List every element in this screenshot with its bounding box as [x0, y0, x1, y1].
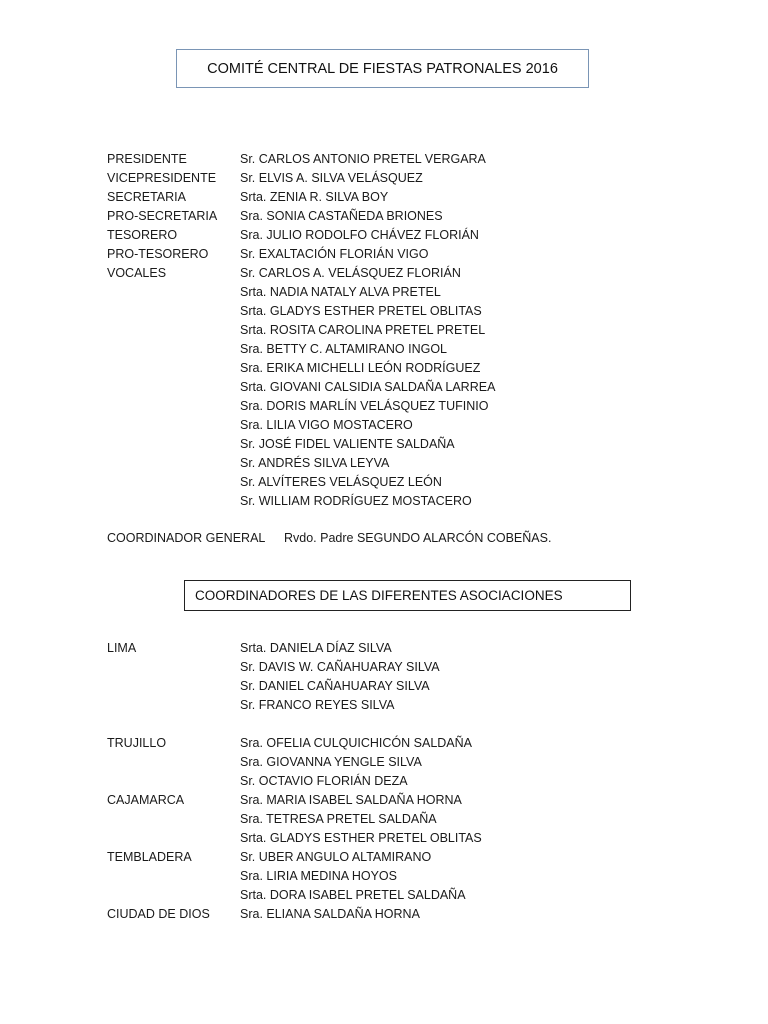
- committee-row: [107, 245, 707, 264]
- association-place: LIMA: [107, 641, 137, 655]
- member-name: Sr. FRANCO REYES SILVA: [240, 698, 395, 712]
- general-coordinator: [107, 529, 551, 548]
- committee-role: [107, 340, 240, 359]
- association-row: [107, 658, 707, 677]
- association-row: [107, 867, 707, 886]
- association-row: [107, 677, 707, 696]
- association-row: [107, 639, 707, 658]
- association-place: [107, 658, 240, 677]
- committee-role: VOCALES: [107, 266, 167, 280]
- association-place: [107, 810, 240, 829]
- association-row: [107, 696, 707, 715]
- association-place: TRUJILLO: [107, 736, 167, 750]
- committee-row: [107, 378, 707, 397]
- member-name: Sr. ELVIS A. SILVA VELÁSQUEZ: [240, 171, 423, 185]
- committee-role: [107, 359, 240, 378]
- committee-role: TESORERO: [107, 228, 178, 242]
- committee-row: [107, 359, 707, 378]
- committee-row: [107, 473, 707, 492]
- member-name: Sra. ERIKA MICHELLI LEÓN RODRÍGUEZ: [240, 361, 481, 375]
- committee-row: [107, 150, 707, 169]
- member-name: Sra. BETTY C. ALTAMIRANO INGOL: [240, 342, 447, 356]
- committee-list: [107, 150, 707, 511]
- member-name: Sr. DANIEL CAÑAHUARAY SILVA: [240, 679, 430, 693]
- member-name: Sr. ANDRÉS SILVA LEYVA: [240, 456, 390, 470]
- association-place: [107, 677, 240, 696]
- member-name: Srta. GLADYS ESTHER PRETEL OBLITAS: [240, 304, 482, 318]
- member-name: Sra. OFELIA CULQUICHICÓN SALDAÑA: [240, 736, 473, 750]
- associations-title: COORDINADORES DE LAS DIFERENTES ASOCIACIONES: [184, 580, 631, 611]
- association-row: [107, 791, 707, 810]
- association-place: CIUDAD DE DIOS: [107, 907, 210, 921]
- associations-list: [107, 639, 707, 924]
- member-name: Srta. GLADYS ESTHER PRETEL OBLITAS: [240, 831, 482, 845]
- committee-role: [107, 492, 240, 511]
- association-row: [107, 772, 707, 791]
- page-title: COMITÉ CENTRAL DE FIESTAS PATRONALES 2016: [176, 49, 589, 88]
- association-row: [107, 734, 707, 753]
- committee-row: [107, 188, 707, 207]
- member-name: Sra. ELIANA SALDAÑA HORNA: [240, 907, 420, 921]
- member-name: Sr. WILLIAM RODRÍGUEZ MOSTACERO: [240, 494, 472, 508]
- association-place: [107, 772, 240, 791]
- association-row: [107, 886, 707, 905]
- member-name: Sr. CARLOS ANTONIO PRETEL VERGARA: [240, 152, 486, 166]
- committee-role: PRO-SECRETARIA: [107, 209, 218, 223]
- committee-row: [107, 283, 707, 302]
- member-name: Sr. OCTAVIO FLORIÁN DEZA: [240, 774, 408, 788]
- committee-role: [107, 378, 240, 397]
- member-name: Sra. DORIS MARLÍN VELÁSQUEZ TUFINIO: [240, 399, 489, 413]
- association-place: CAJAMARCA: [107, 793, 185, 807]
- committee-role: PRO-TESORERO: [107, 247, 209, 261]
- member-name: Sr. UBER ANGULO ALTAMIRANO: [240, 850, 432, 864]
- member-name: Sra. SONIA CASTAÑEDA BRIONES: [240, 209, 443, 223]
- association-place: [107, 886, 240, 905]
- member-name: Sra. LIRIA MEDINA HOYOS: [240, 869, 397, 883]
- committee-row: [107, 435, 707, 454]
- committee-role: [107, 454, 240, 473]
- committee-row: [107, 264, 707, 283]
- member-name: Sra. TETRESA PRETEL SALDAÑA: [240, 812, 437, 826]
- member-name: Sra. MARIA ISABEL SALDAÑA HORNA: [240, 793, 462, 807]
- committee-role: [107, 435, 240, 454]
- member-name: Srta. DORA ISABEL PRETEL SALDAÑA: [240, 888, 466, 902]
- committee-row: [107, 340, 707, 359]
- committee-role: [107, 283, 240, 302]
- member-name: Sr. DAVIS W. CAÑAHUARAY SILVA: [240, 660, 440, 674]
- member-name: Sra. LILIA VIGO MOSTACERO: [240, 418, 413, 432]
- committee-row: [107, 397, 707, 416]
- committee-row: [107, 492, 707, 511]
- committee-row: [107, 207, 707, 226]
- member-name: Sra. GIOVANNA YENGLE SILVA: [240, 755, 422, 769]
- association-place: [107, 867, 240, 886]
- committee-row: [107, 169, 707, 188]
- member-name: Srta. GIOVANI CALSIDIA SALDAÑA LARREA: [240, 380, 496, 394]
- member-name: Sra. JULIO RODOLFO CHÁVEZ FLORIÁN: [240, 228, 479, 242]
- association-row: [107, 905, 707, 924]
- committee-role: [107, 321, 240, 340]
- association-place: [107, 696, 240, 715]
- member-name: Sr. CARLOS A. VELÁSQUEZ FLORIÁN: [240, 266, 461, 280]
- member-name: Sr. ALVÍTERES VELÁSQUEZ LEÓN: [240, 475, 442, 489]
- committee-row: [107, 226, 707, 245]
- association-row: [107, 753, 707, 772]
- committee-row: [107, 302, 707, 321]
- association-place: [107, 829, 240, 848]
- committee-role: [107, 416, 240, 435]
- association-row: [107, 810, 707, 829]
- committee-role: SECRETARIA: [107, 190, 186, 204]
- association-place: TEMBLADERA: [107, 850, 192, 864]
- association-place: [107, 753, 240, 772]
- member-name: Srta. ROSITA CAROLINA PRETEL PRETEL: [240, 323, 486, 337]
- general-coordinator-label: COORDINADOR GENERAL: [107, 531, 266, 545]
- member-name: Sr. JOSÉ FIDEL VALIENTE SALDAÑA: [240, 437, 455, 451]
- committee-row: [107, 321, 707, 340]
- committee-role: [107, 397, 240, 416]
- member-name: Srta. NADIA NATALY ALVA PRETEL: [240, 285, 441, 299]
- association-row: [107, 829, 707, 848]
- association-row: [107, 848, 707, 867]
- committee-role: PRESIDENTE: [107, 152, 187, 166]
- committee-row: [107, 454, 707, 473]
- committee-row: [107, 416, 707, 435]
- committee-role: [107, 473, 240, 492]
- member-name: Sr. EXALTACIÓN FLORIÁN VIGO: [240, 247, 429, 261]
- general-coordinator-name: Rvdo. Padre SEGUNDO ALARCÓN COBEÑAS.: [284, 531, 552, 545]
- member-name: Srta. DANIELA DÍAZ SILVA: [240, 641, 392, 655]
- committee-role: [107, 302, 240, 321]
- member-name: Srta. ZENIA R. SILVA BOY: [240, 190, 389, 204]
- committee-role: VICEPRESIDENTE: [107, 171, 217, 185]
